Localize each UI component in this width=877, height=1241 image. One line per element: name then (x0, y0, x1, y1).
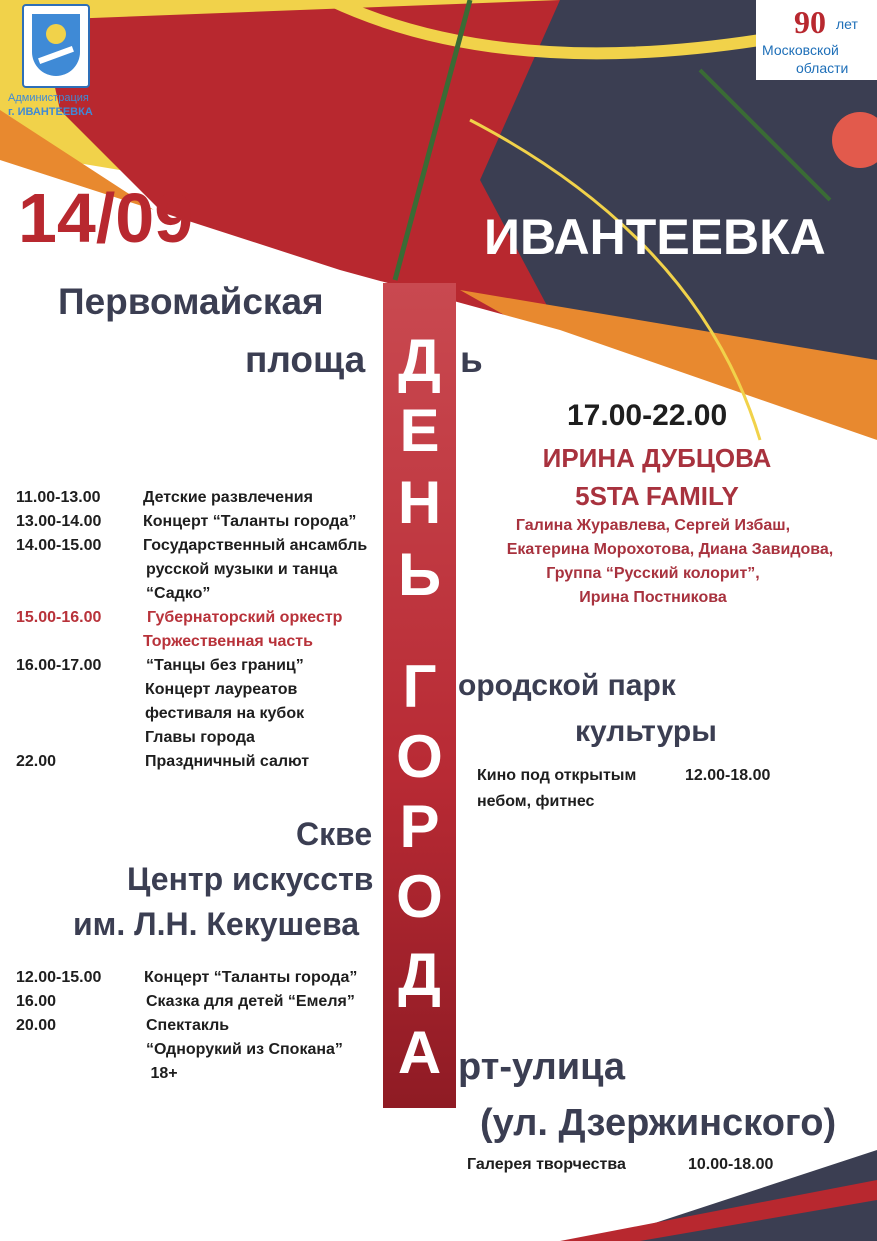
schedule-event: Концерт “Таланты города” (143, 513, 357, 530)
venue-title-pervomaiskaya-line1: Первомайская (58, 281, 324, 322)
day-of-city-banner (383, 283, 456, 1108)
artstreet-time: 10.00-18.00 (688, 1156, 774, 1173)
banner-letter: Р (399, 793, 440, 860)
park-event-line1: Кино под открытым (477, 767, 637, 784)
logo-line1: Администрация (8, 92, 89, 104)
venue-title-park-line2: культуры (575, 715, 717, 748)
banner-letter: Д (398, 327, 441, 394)
park-event-line2: небом, фитнес (477, 793, 595, 810)
artist-line: Галина Журавлева, Сергей Избаш, (515, 517, 791, 534)
schedule-time: 14.00-15.00 (16, 537, 102, 554)
headliner-1: ИРИНА ДУБЦОВА (542, 443, 772, 473)
schedule-time: 15.00-16.00 (16, 609, 102, 626)
venue-title-pervomaiskaya-line2-end: ь (460, 339, 483, 380)
banner-letter: О (396, 723, 443, 790)
schedule-event: Спектакль (146, 1017, 230, 1034)
anniversary-line3: области (796, 60, 849, 76)
banner-letter: О (396, 863, 443, 930)
artstreet-event: Галерея творчества (467, 1156, 626, 1173)
banner-letter: Е (399, 397, 440, 464)
schedule-time: 12.00-15.00 (16, 969, 102, 986)
evening-time: 17.00-22.00 (567, 399, 728, 432)
schedule-event: Детские развлечения (143, 489, 313, 506)
schedule-event: “Однорукий из Спокана” (146, 1041, 343, 1058)
schedule-event: Сказка для детей “Емеля” (146, 993, 355, 1010)
schedule-event: Губернаторский оркестр (147, 609, 343, 626)
schedule-time: 16.00 (16, 993, 57, 1010)
venue-title-square-line2: Центр искусств (127, 861, 374, 897)
schedule-time: 16.00-17.00 (16, 657, 102, 674)
event-date: 14/09 (18, 179, 194, 257)
city-logo (8, 4, 113, 120)
schedule-event: Государственный ансамбль (143, 537, 368, 554)
banner-letter: А (397, 1019, 442, 1086)
schedule-time: 13.00-14.00 (16, 513, 102, 530)
city-name: ИВАНТЕЕВКА (484, 209, 826, 265)
artist-line: Екатерина Морохотова, Диана Завидова, (506, 541, 834, 558)
schedule-event: Главы города (145, 729, 255, 746)
banner-letter: Д (398, 941, 441, 1008)
venue-title-artstreet-line2: (ул. Дзержинского) (480, 1102, 837, 1144)
headliner-2: 5STA FAMILY (575, 481, 739, 511)
schedule-time: 20.00 (16, 1017, 57, 1034)
venue-title-artstreet-line1: рт-улица (458, 1046, 626, 1088)
logo-line2: г. ИВАНТЕЕВКА (8, 106, 93, 118)
venue-title-pervomaiskaya-line2: площа (245, 339, 366, 380)
schedule-event: фестиваля на кубок (145, 705, 305, 722)
schedule-event: “Садко” (146, 585, 211, 602)
banner-letter: Н (397, 469, 442, 536)
schedule-event: Концерт “Таланты города” (144, 969, 358, 986)
anniversary-line1: лет (836, 16, 858, 32)
anniversary-number: 90 (794, 4, 826, 40)
schedule-event: “Танцы без границ” (146, 657, 304, 674)
venue-title-square-line3: им. Л.Н. Кекушева (73, 906, 360, 942)
schedule-time: 11.00-13.00 (16, 489, 101, 506)
artist-line: Группа “Русский колорит”, (546, 565, 760, 582)
schedule-time: 22.00 (16, 753, 57, 770)
schedule-square (16, 966, 386, 1086)
coat-of-arms-icon (22, 4, 90, 88)
artist-line: Ирина Постникова (579, 589, 727, 606)
schedule-event: 18+ (146, 1065, 178, 1082)
banner-letter: Ь (397, 541, 442, 608)
schedule-event: Концерт лауреатов (145, 681, 298, 698)
venue-title-square-line1: Скве (296, 816, 373, 852)
anniversary-line2: Московской (762, 42, 839, 58)
venue-title-park-line1: ородской парк (458, 669, 676, 702)
schedule-event: Торжественная часть (143, 633, 313, 650)
schedule-event: русской музыки и танца (146, 561, 338, 578)
banner-letter: Г (402, 653, 437, 720)
schedule-event: Праздничный салют (145, 753, 310, 770)
park-time: 12.00-18.00 (685, 767, 771, 784)
anniversary-badge (756, 0, 877, 80)
schedule-pervomaiskaya (16, 486, 386, 776)
